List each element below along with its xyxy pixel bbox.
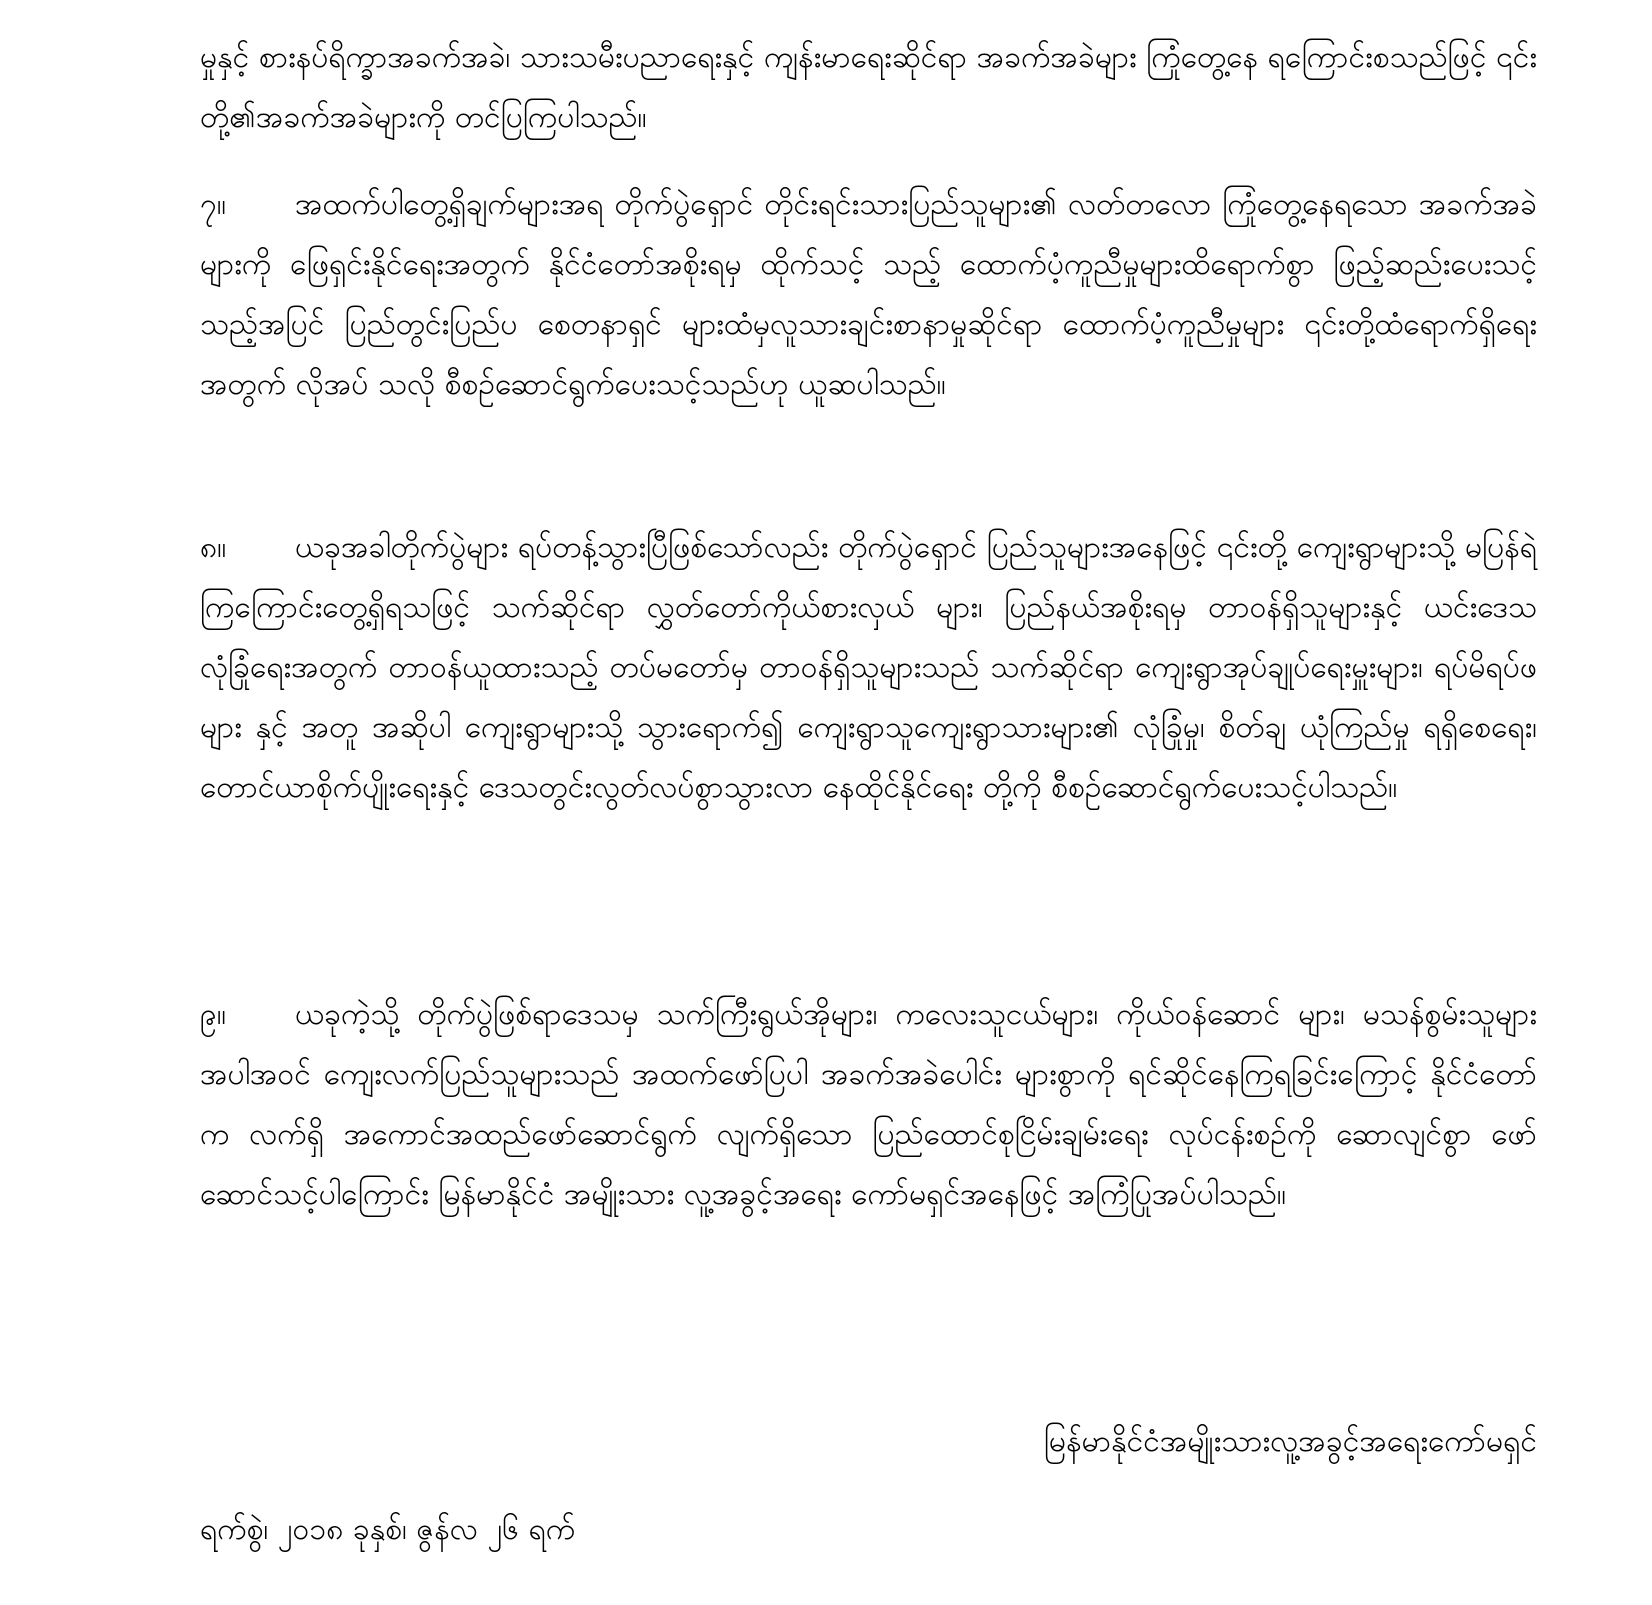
paragraph-7 [200, 175, 1537, 415]
paragraph-9 [200, 985, 1537, 1225]
intro-paragraph [200, 28, 1537, 148]
signature-block [1044, 1412, 1537, 1472]
paragraph-8 [200, 518, 1537, 818]
date-text: ရက်စွဲ၊ ၂၀၁၈ ခုနှစ်၊ ဇွန်လ ၂၆ ရက် [200, 1512, 576, 1547]
paragraph-number: ၈။ [200, 530, 227, 565]
paragraph-text: ယခုကဲ့သို့ တိုက်ပွဲဖြစ်ရာဒေသမှ သက်ကြီးရွယ်အိုများ၊ ကလေးသူငယ်များ၊ ကိုယ်ဝန်ဆောင် များ၊ မသန်စွမ်းသူများအပါအဝင် ကျေးလက်ပြည်သူများသည် အထက်ဖော်ပြပါ အခက်အခဲပေါင်း များစွာကို ရင်ဆိုင်နေကြရခြင်းကြောင့် နိုင်ငံတော်က လက်ရှိ အကောင်အထည်ဖော်ဆောင်ရွက် လျက်ရှိသော ပြည်ထောင်စုငြိမ်းချမ်းရေး လုပ်ငန်းစဉ်ကို ဆောလျင်စွာ ဖော်ဆောင်သင့်ပါကြောင်း မြန်မာနိုင်ငံ အမျိုးသား လူ့အခွင့်အရေး ကော်မရှင်အနေဖြင့် အကြံပြုအပ်ပါသည်။ [200, 997, 1537, 1212]
paragraph-text: အထက်ပါတွေ့ရှိချက်များအရ တိုက်ပွဲရှောင် တိုင်းရင်းသားပြည်သူများ၏ လတ်တလော ကြုံတွေ့နေရသော အခက်အခဲများကို ဖြေရှင်းနိုင်ရေးအတွက် နိုင်ငံတော်အစိုးရမှ ထိုက်သင့် သည့် ထောက်ပံ့ကူညီမှုများထိရောက်စွာ ဖြည့်ဆည်းပေးသင့်သည့်အပြင် ပြည်တွင်းပြည်ပ စေတနာရှင် များထံမှလူသားချင်းစာနာမှုဆိုင်ရာ ထောက်ပံ့ကူညီမှုများ ၎င်းတို့ထံရောက်ရှိရေးအတွက် လိုအပ် သလို စီစဉ်ဆောင်ရွက်ပေးသင့်သည်ဟု ယူဆပါသည်။ [200, 187, 1537, 402]
intro-text: မှုနှင့် စားနပ်ရိက္ခာအခက်အခဲ၊ သားသမီးပညာရေးနှင့် ကျန်းမာရေးဆိုင်ရာ အခက်အခဲများ ကြုံတွေ့နေ ရကြောင်းစသည်ဖြင့် ၎င်းတို့၏အခက်အခဲများကို တင်ပြကြပါသည်။ [200, 40, 1537, 135]
paragraph-number: ၉။ [200, 997, 226, 1032]
paragraph-number: ၇။ [200, 187, 226, 222]
signature-text: မြန်မာနိုင်ငံအမျိုးသားလူ့အခွင့်အရေးကော်မရှင် [1043, 1424, 1537, 1459]
paragraph-text: ယခုအခါတိုက်ပွဲများ ရပ်တန့်သွားပြီဖြစ်သော်လည်း တိုက်ပွဲရှောင် ပြည်သူများအနေဖြင့် ၎င်းတို့ ကျေးရွာများသို့ မပြန်ရဲကြကြောင်းတွေ့ရှိရသဖြင့် သက်ဆိုင်ရာ လွှတ်တော်ကိုယ်စားလှယ် များ၊ ပြည်နယ်အစိုးရမှ တာဝန်ရှိသူများနှင့် ယင်းဒေသလုံခြုံရေးအတွက် တာဝန်ယူထားသည့် တပ်မတော်မှ တာဝန်ရှိသူများသည် သက်ဆိုင်ရာ ကျေးရွာအုပ်ချုပ်ရေးမှူးများ၊ ရပ်မိရပ်ဖများ နှင့် အတူ အဆိုပါ ကျေးရွာများသို့ သွားရောက်၍ ကျေးရွာသူကျေးရွာသားများ၏ လုံခြုံမှု၊ စိတ်ချ ယုံကြည်မှု ရရှိစေရေး၊ တောင်ယာစိုက်ပျိုးရေးနှင့် ဒေသတွင်းလွတ်လပ်စွာသွားလာ နေထိုင်နိုင်ရေး တို့ကို စီစဉ်ဆောင်ရွက်ပေးသင့်ပါသည်။ [200, 530, 1537, 805]
date-line [200, 1500, 575, 1560]
